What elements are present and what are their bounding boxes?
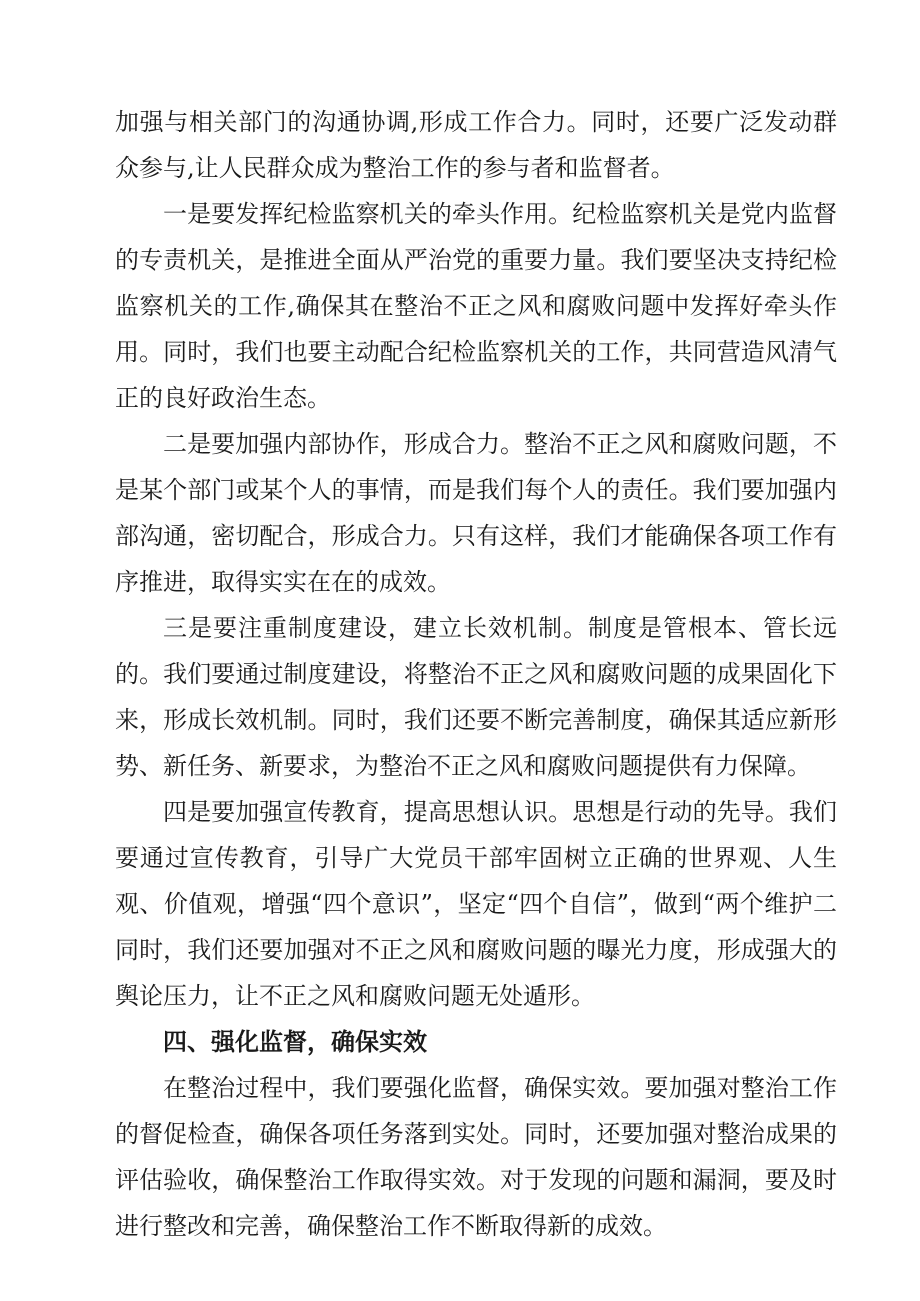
paragraph-point-two: 二是要加强内部协作，形成合力。整治不正之风和腐败问题，不是某个部门或某个人的事情，而是我们每个人的责任。我们要加强内部沟通，密切配合，形成合力。只有这样，我们才能确保各项工作有序推进，取得实实在在的成效。 (115, 430, 837, 596)
section-heading: 四、强化监督，确保实效 (163, 1028, 427, 1056)
paragraph-point-three: 三是要注重制度建设，建立长效机制。制度是管根本、管长远的。我们要通过制度建设，将整治不正之风和腐败问题的成果固化下来，形成长效机制。同时，我们还要不断完善制度，确保其适应新形势、新任务、新要求，为整治不正之风和腐败问题提供有力保障。 (115, 614, 837, 780)
document-body (115, 99, 837, 1249)
paragraph-point-four: 四是要加强宣传教育，提高思想认识。思想是行动的先导。我们要通过宣传教育，引导广大党员干部牢固树立正确的世界观、人生观、价值观，增强“四个意识”，坚定“四个自信”，做到“两个维护二同时，我们还要加强对不正之风和腐败问题的曝光力度，形成强大的舆论压力，让不正之风和腐败问题无处遁形。 (115, 798, 837, 1010)
paragraph-continuation: 加强与相关部门的沟通协调,形成工作合力。同时，还要广泛发动群众参与,让人民群众成为整治工作的参与者和监督者。 (115, 108, 837, 182)
paragraph-point-one: 一是要发挥纪检监察机关的牵头作用。纪检监察机关是党内监督的专责机关，是推进全面从严治党的重要力量。我们要坚决支持纪检监察机关的工作,确保其在整治不正之风和腐败问题中发挥好牵头作用。同时，我们也要主动配合纪检监察机关的工作，共同营造风清气正的良好政治生态。 (115, 200, 837, 412)
paragraph-supervision: 在整治过程中，我们要强化监督，确保实效。要加强对整治工作的督促检查，确保各项任务落到实处。同时，还要加强对整治成果的评估验收，确保整治工作取得实效。对于发现的问题和漏洞，要及时进行整改和完善，确保整治工作不断取得新的成效。 (115, 1074, 837, 1240)
